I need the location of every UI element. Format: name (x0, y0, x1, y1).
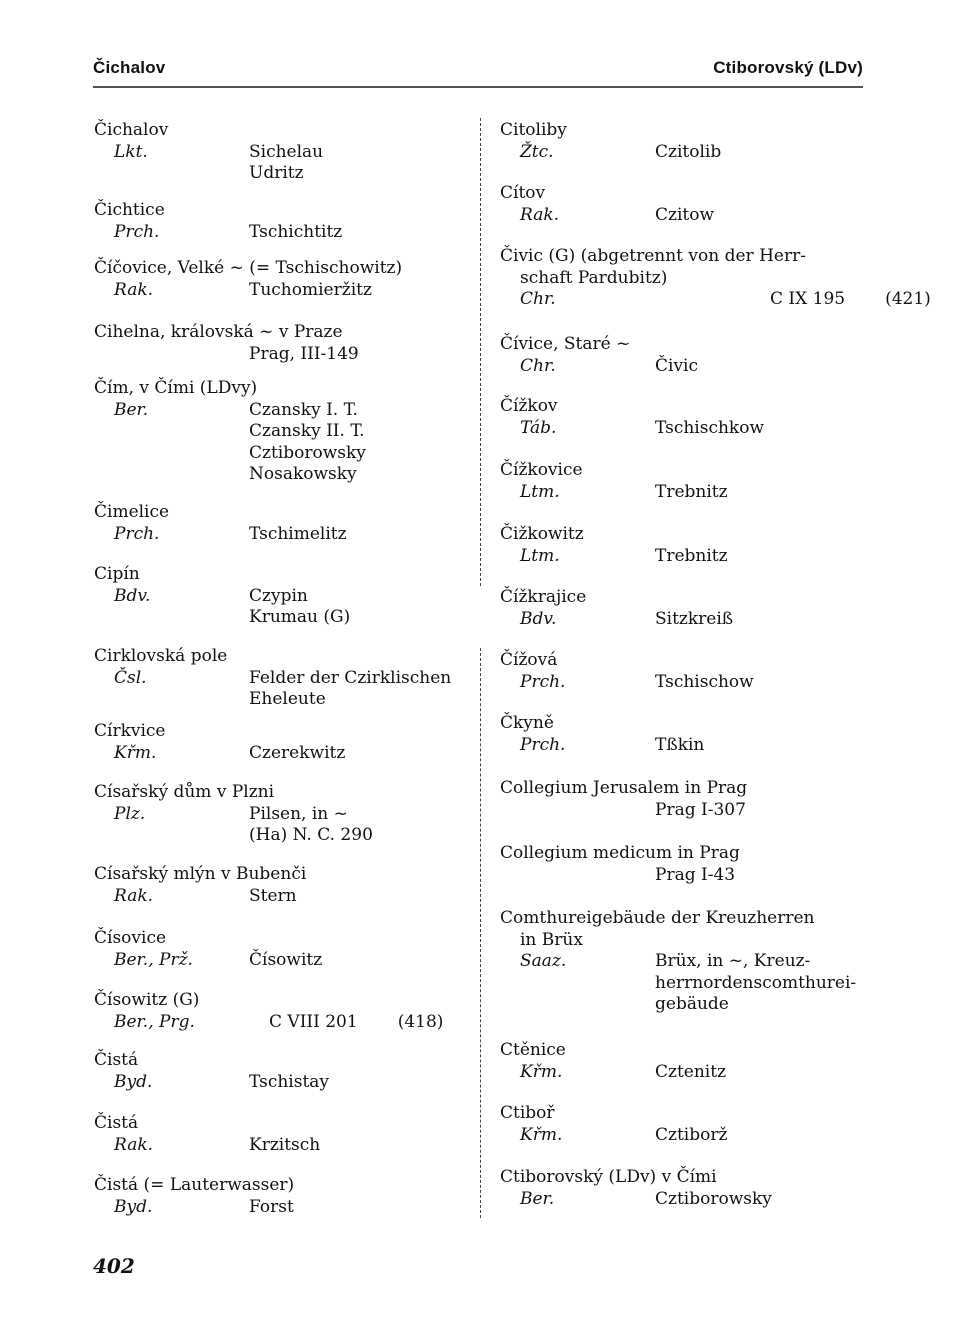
entry-headword: Čísovice (94, 928, 167, 948)
region-abbreviation: Lkt. (114, 141, 148, 162)
entry (500, 120, 880, 163)
region-abbreviation: Chr. (520, 289, 556, 309)
entry-row (94, 1072, 474, 1094)
entry (500, 650, 880, 693)
region-abbreviation: Ltm. (520, 481, 560, 502)
region-abbreviation: Rak. (114, 885, 154, 906)
entry-headword: Čivic (G) (abgetrennt von der Herr- (500, 246, 806, 266)
entry-row (94, 1012, 474, 1034)
entry (94, 502, 474, 545)
entry-row (500, 482, 880, 504)
entry (500, 396, 880, 439)
entry-row (94, 586, 474, 608)
german-name: Sichelau (249, 141, 324, 162)
header-rule (93, 86, 863, 88)
entry-headword: Collegium medicum in Prag (500, 843, 740, 863)
entry-headword: Čížkov (500, 396, 558, 416)
entry-headword: Ctěnice (500, 1040, 566, 1060)
german-name: gebäude (655, 994, 729, 1014)
entry-row (94, 1197, 474, 1219)
german-name: Čísowitz (249, 949, 323, 970)
german-name: Tschichtitz (249, 221, 343, 242)
german-name: Prag, III-149 (249, 343, 359, 364)
entry-row (94, 886, 474, 908)
entry (94, 928, 474, 971)
entry-row (500, 672, 880, 694)
entry-row (500, 289, 931, 311)
entry-headword: Collegium Jerusalem in Prag (500, 778, 748, 798)
entry-headword: Církvice (94, 721, 166, 741)
german-name: Tschimelitz (249, 523, 347, 544)
german-name: Tschischow (655, 671, 754, 692)
entry (94, 864, 474, 907)
region-abbreviation: Byd. (114, 1196, 153, 1217)
reference-number: (421) (885, 289, 931, 309)
entry-headword: Čísowitz (G) (94, 990, 200, 1010)
entry-headword: Čím, v Čími (LDvy) (94, 378, 258, 398)
entry-row (94, 400, 474, 422)
german-name: Prag I-307 (655, 799, 746, 820)
entry-row (94, 222, 474, 244)
region-abbreviation: Ber. (114, 399, 149, 420)
region-abbreviation: Prch. (520, 671, 566, 692)
entry-headword: Citoliby (500, 120, 567, 140)
entry-row (94, 1135, 474, 1157)
entry (94, 322, 474, 365)
entry (94, 1050, 474, 1093)
region-abbreviation: Prch. (114, 221, 160, 242)
region-abbreviation: Bdv. (520, 608, 557, 629)
entry-row (500, 546, 880, 568)
entry-row (94, 950, 474, 972)
column-divider-lower (480, 648, 481, 1218)
german-name: Sitzkreiß (655, 608, 734, 629)
german-name: Czerekwitz (249, 742, 346, 763)
entry (94, 120, 474, 185)
german-name: Forst (249, 1196, 294, 1217)
entry (500, 246, 931, 311)
german-name: Krumau (G) (249, 607, 351, 627)
entry-headword: Cirklovská pole (94, 646, 228, 666)
german-name: Eheleute (249, 689, 326, 709)
entry (94, 1113, 474, 1156)
region-abbreviation: Chr. (520, 355, 556, 376)
entry (500, 1167, 880, 1210)
entry-headword: Čistá (= Lauterwasser) (94, 1175, 295, 1195)
entry-row (94, 142, 474, 164)
entry (94, 646, 474, 711)
entry (500, 778, 880, 821)
region-abbreviation: Saaz. (520, 951, 567, 971)
entry (500, 183, 880, 226)
region-abbreviation: Ltm. (520, 545, 560, 566)
german-name: Tschistay (249, 1071, 330, 1092)
entry-row (500, 418, 880, 440)
entry-headword: Čistá (94, 1050, 139, 1070)
german-name: Cztiborž (655, 1124, 728, 1145)
entry-headword: Čižkowitz (500, 524, 584, 544)
entry (500, 334, 880, 377)
german-name: Tuchomieržitz (249, 279, 372, 300)
region-abbreviation: Ber., Prž. (114, 949, 193, 970)
german-name: Czitow (655, 204, 715, 225)
entry-row (500, 356, 880, 378)
german-name: Cztenitz (655, 1061, 727, 1082)
entry (94, 378, 474, 486)
entry (94, 990, 474, 1033)
german-name: Czansky I. T. (249, 399, 358, 420)
entry-row (94, 743, 474, 765)
german-name: Udritz (249, 163, 304, 183)
column-divider-upper (480, 118, 481, 586)
region-abbreviation: Táb. (520, 417, 557, 438)
entry-headword: Cipín (94, 564, 140, 584)
archive-reference: C VIII 201 (269, 1011, 358, 1032)
german-name: Felder der Czirklischen (249, 667, 452, 688)
entry-row (94, 524, 474, 546)
entry-headword: Cítov (500, 183, 546, 203)
german-name: herrnordenscomthurei- (655, 972, 857, 993)
entry-headword: Comthureigebäude der Kreuzherren (500, 908, 815, 928)
running-head-right: Ctiborovský (LDv) (713, 58, 863, 77)
region-abbreviation: Ber. (520, 1188, 555, 1209)
region-abbreviation: Byd. (114, 1071, 153, 1092)
entry (94, 1175, 474, 1218)
archive-reference: C IX 195 (770, 289, 846, 309)
region-abbreviation: Čsl. (114, 667, 147, 688)
entry-headword: Císařský mlýn v Bubenči (94, 864, 307, 884)
region-abbreviation: Ber., Prg. (114, 1011, 195, 1032)
entry (94, 200, 474, 243)
entry-headword: Ctiborovský (LDv) v Čími (500, 1167, 717, 1187)
entry (94, 564, 474, 629)
entry (500, 713, 880, 756)
region-abbreviation: Žtc. (520, 141, 554, 162)
entry-headword: Císařský dům v Plzni (94, 782, 275, 802)
entry-headword: Čistá (94, 1113, 139, 1133)
region-abbreviation: Rak. (114, 279, 154, 300)
entry-headword: Čichtice (94, 200, 165, 220)
entry (500, 1103, 880, 1146)
running-head-left: Čichalov (93, 58, 166, 77)
german-name: Tschischkow (655, 417, 765, 438)
german-name: Pilsen, in ~ (249, 803, 348, 824)
entry-headword: Čimelice (94, 502, 170, 522)
german-name: Czitolib (655, 141, 722, 162)
german-name: Trebnitz (655, 481, 728, 502)
entry-headword: Číčovice, Velké ~ (= Tschischowitz) (94, 258, 403, 278)
german-name: Krzitsch (249, 1134, 321, 1155)
german-name: (Ha) N. C. 290 (249, 825, 373, 845)
entry-headword: Ctiboř (500, 1103, 555, 1123)
entry-row (94, 804, 474, 826)
entry-headword: Čížkovice (500, 460, 583, 480)
page-number: 402 (93, 1254, 135, 1278)
region-abbreviation: Křm. (520, 1061, 563, 1082)
entry (500, 524, 880, 567)
german-name: Czansky II. T. (249, 421, 365, 441)
region-abbreviation: Bdv. (114, 585, 151, 606)
region-abbreviation: Křm. (520, 1124, 563, 1145)
reference-number: (418) (397, 1011, 444, 1032)
entry-row (94, 668, 474, 690)
entry (500, 587, 880, 630)
entry-row (500, 951, 880, 973)
german-name: Czypin (249, 585, 308, 606)
entry (500, 1040, 880, 1083)
german-name: Trebnitz (655, 545, 728, 566)
entry (500, 843, 880, 886)
entry-row (94, 280, 474, 302)
entry-headword: Čížkrajice (500, 587, 587, 607)
region-abbreviation: Plz. (114, 803, 146, 824)
entry-headword: Čívice, Staré ~ (500, 334, 631, 354)
german-name: Prag I-43 (655, 864, 736, 885)
region-abbreviation: Rak. (520, 204, 560, 225)
german-name: Cztiborowsky (655, 1188, 772, 1209)
entry-row (500, 735, 880, 757)
german-name: Stern (249, 885, 297, 906)
region-abbreviation: Prch. (114, 523, 160, 544)
region-abbreviation: Křm. (114, 742, 157, 763)
entry-row (500, 142, 880, 164)
entry-row (500, 1189, 880, 1211)
entry (94, 258, 474, 301)
entry-headword: Čížová (500, 650, 558, 670)
running-head (93, 58, 863, 82)
entry-row (500, 1125, 880, 1147)
entry (500, 460, 880, 503)
region-abbreviation: Prch. (520, 734, 566, 755)
entry-row (500, 205, 880, 227)
entry-headword-continuation: in Brüx (520, 929, 583, 950)
entry-row (500, 609, 880, 631)
entry-headword-continuation: schaft Pardubitz) (520, 267, 668, 288)
german-name: Brüx, in ~, Kreuz- (655, 951, 811, 971)
german-name: Tßkin (655, 734, 705, 755)
entry (94, 782, 474, 847)
entry (94, 721, 474, 764)
german-name: Čivic (655, 355, 699, 376)
entry-headword: Čkyně (500, 713, 554, 733)
entry (500, 908, 880, 1016)
entry-headword: Čichalov (94, 120, 169, 140)
entry-row (500, 1062, 880, 1084)
entry-headword: Cihelna, královská ~ v Praze (94, 322, 343, 342)
german-name: Nosakowsky (249, 464, 357, 484)
german-name: Cztiborowsky (249, 442, 366, 463)
region-abbreviation: Rak. (114, 1134, 154, 1155)
